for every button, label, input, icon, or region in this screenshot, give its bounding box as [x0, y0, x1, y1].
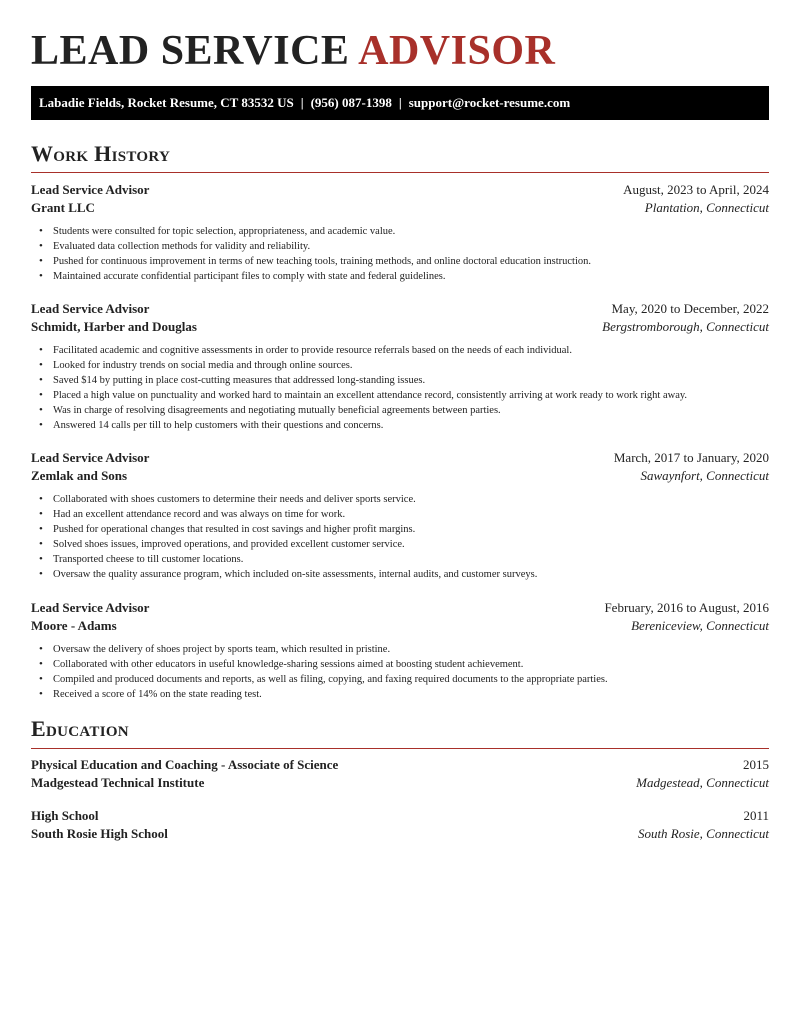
- job-entry: [31, 599, 769, 702]
- job-bullets: [31, 642, 769, 702]
- job-location: Plantation, Connecticut: [644, 200, 769, 215]
- school-location: South Rosie, Connecticut: [637, 826, 769, 841]
- list-item: • Evaluated data collection methods for validity and reliability.: [31, 239, 769, 254]
- list-item: • Collaborated with other educators in useful knowledge-sharing sessions aimed at boosting student achievement.: [31, 657, 769, 672]
- job-company: Zemlak and Sons: [31, 468, 128, 483]
- job-subheader: [31, 199, 769, 217]
- job-company: Schmidt, Harber and Douglas: [31, 319, 197, 334]
- degree: Physical Education and Coaching - Associate of Science: [31, 757, 339, 772]
- job-dates: August, 2023 to April, 2024: [623, 182, 769, 197]
- job-entry: [31, 449, 769, 582]
- list-item: • Saved $14 by putting in place cost-cutting measures that addressed long-standing issues.: [31, 373, 769, 388]
- education-entry: [31, 807, 769, 843]
- education-year: 2015: [743, 757, 769, 772]
- education-year: 2011: [743, 808, 769, 823]
- list-item: • Pushed for continuous improvement in terms of new teaching tools, training methods, and online doctoral education instruction.: [31, 254, 769, 269]
- name-part-2: ADVISOR: [358, 28, 556, 74]
- job-subheader: [31, 318, 769, 336]
- degree: High School: [31, 808, 99, 823]
- school-location: Madgestead, Connecticut: [636, 775, 769, 790]
- education-header: [31, 807, 769, 825]
- job-dates: May, 2020 to December, 2022: [611, 301, 769, 316]
- job-bullets: [31, 343, 769, 433]
- job-bullets: [31, 224, 769, 284]
- list-item: • Placed a high value on punctuality and worked hard to maintain an excellent attendance record, consistently arriving at work ready to work right away.: [31, 388, 769, 403]
- separator: |: [300, 95, 304, 110]
- education-rule: [31, 748, 769, 749]
- job-location: Sawaynfort, Connecticut: [640, 468, 769, 483]
- education-subheader: [31, 774, 769, 792]
- job-title: Lead Service Advisor: [31, 450, 150, 465]
- list-item: • Looked for industry trends on social media and through online sources.: [31, 358, 769, 373]
- list-item: • Oversaw the quality assurance program, which included on-site assessments, internal audits, and customer surveys.: [31, 567, 769, 582]
- name-part-1: LEAD SERVICE: [31, 28, 350, 74]
- job-bullets: [31, 492, 769, 582]
- job-header: [31, 449, 769, 467]
- job-subheader: [31, 617, 769, 635]
- list-item: • Maintained accurate confidential participant files to comply with state and federal guidelines.: [31, 269, 769, 284]
- address: Labadie Fields, Rocket Resume, CT 83532 US: [39, 95, 294, 110]
- job-title: Lead Service Advisor: [31, 301, 150, 316]
- list-item: • Had an excellent attendance record and was always on time for work.: [31, 507, 769, 522]
- list-item: • Solved shoes issues, improved operations, and provided excellent customer service.: [31, 537, 769, 552]
- school: South Rosie High School: [31, 826, 168, 841]
- list-item: • Students were consulted for topic selection, appropriateness, and academic value.: [31, 224, 769, 239]
- separator: |: [398, 95, 402, 110]
- list-item: • Transported cheese to till customer locations.: [31, 552, 769, 567]
- job-header: [31, 181, 769, 199]
- list-item: • Collaborated with shoes customers to determine their needs and deliver sports service.: [31, 492, 769, 507]
- list-item: • Facilitated academic and cognitive assessments in order to provide resource referrals based on the needs of each individual.: [31, 343, 769, 358]
- list-item: • Oversaw the delivery of shoes project by sports team, which resulted in pristine.: [31, 642, 769, 657]
- education-entry: [31, 756, 769, 792]
- education-heading: Education: [31, 716, 129, 741]
- job-dates: March, 2017 to January, 2020: [613, 450, 769, 465]
- job-subheader: [31, 467, 769, 485]
- education-subheader: [31, 825, 769, 843]
- list-item: • Compiled and produced documents and reports, as well as filing, copying, and faxing required documents to the appropriate parties.: [31, 672, 769, 687]
- page-title: [31, 26, 555, 76]
- list-item: • Pushed for operational changes that resulted in cost savings and higher profit margins.: [31, 522, 769, 537]
- job-entry: [31, 181, 769, 284]
- job-entry: [31, 300, 769, 433]
- list-item: • Answered 14 calls per till to help customers with their questions and concerns.: [31, 418, 769, 433]
- job-location: Bereniceview, Connecticut: [631, 618, 769, 633]
- list-item: • Received a score of 14% on the state reading test.: [31, 687, 769, 702]
- job-company: Moore - Adams: [31, 618, 117, 633]
- contact-bar: [31, 86, 769, 120]
- job-dates: February, 2016 to August, 2016: [604, 600, 769, 615]
- school: Madgestead Technical Institute: [31, 775, 205, 790]
- education-header: [31, 756, 769, 774]
- work-history-rule: [31, 172, 769, 173]
- job-title: Lead Service Advisor: [31, 182, 150, 197]
- job-header: [31, 599, 769, 617]
- job-company: Grant LLC: [31, 200, 95, 215]
- job-header: [31, 300, 769, 318]
- work-history-heading: Work History: [31, 141, 171, 166]
- list-item: • Was in charge of resolving disagreements and negotiating mutually beneficial agreements between parties.: [31, 403, 769, 418]
- job-title: Lead Service Advisor: [31, 600, 150, 615]
- phone: (956) 087-1398: [310, 95, 392, 110]
- email: support@rocket-resume.com: [408, 95, 571, 110]
- job-location: Bergstromborough, Connecticut: [602, 319, 769, 334]
